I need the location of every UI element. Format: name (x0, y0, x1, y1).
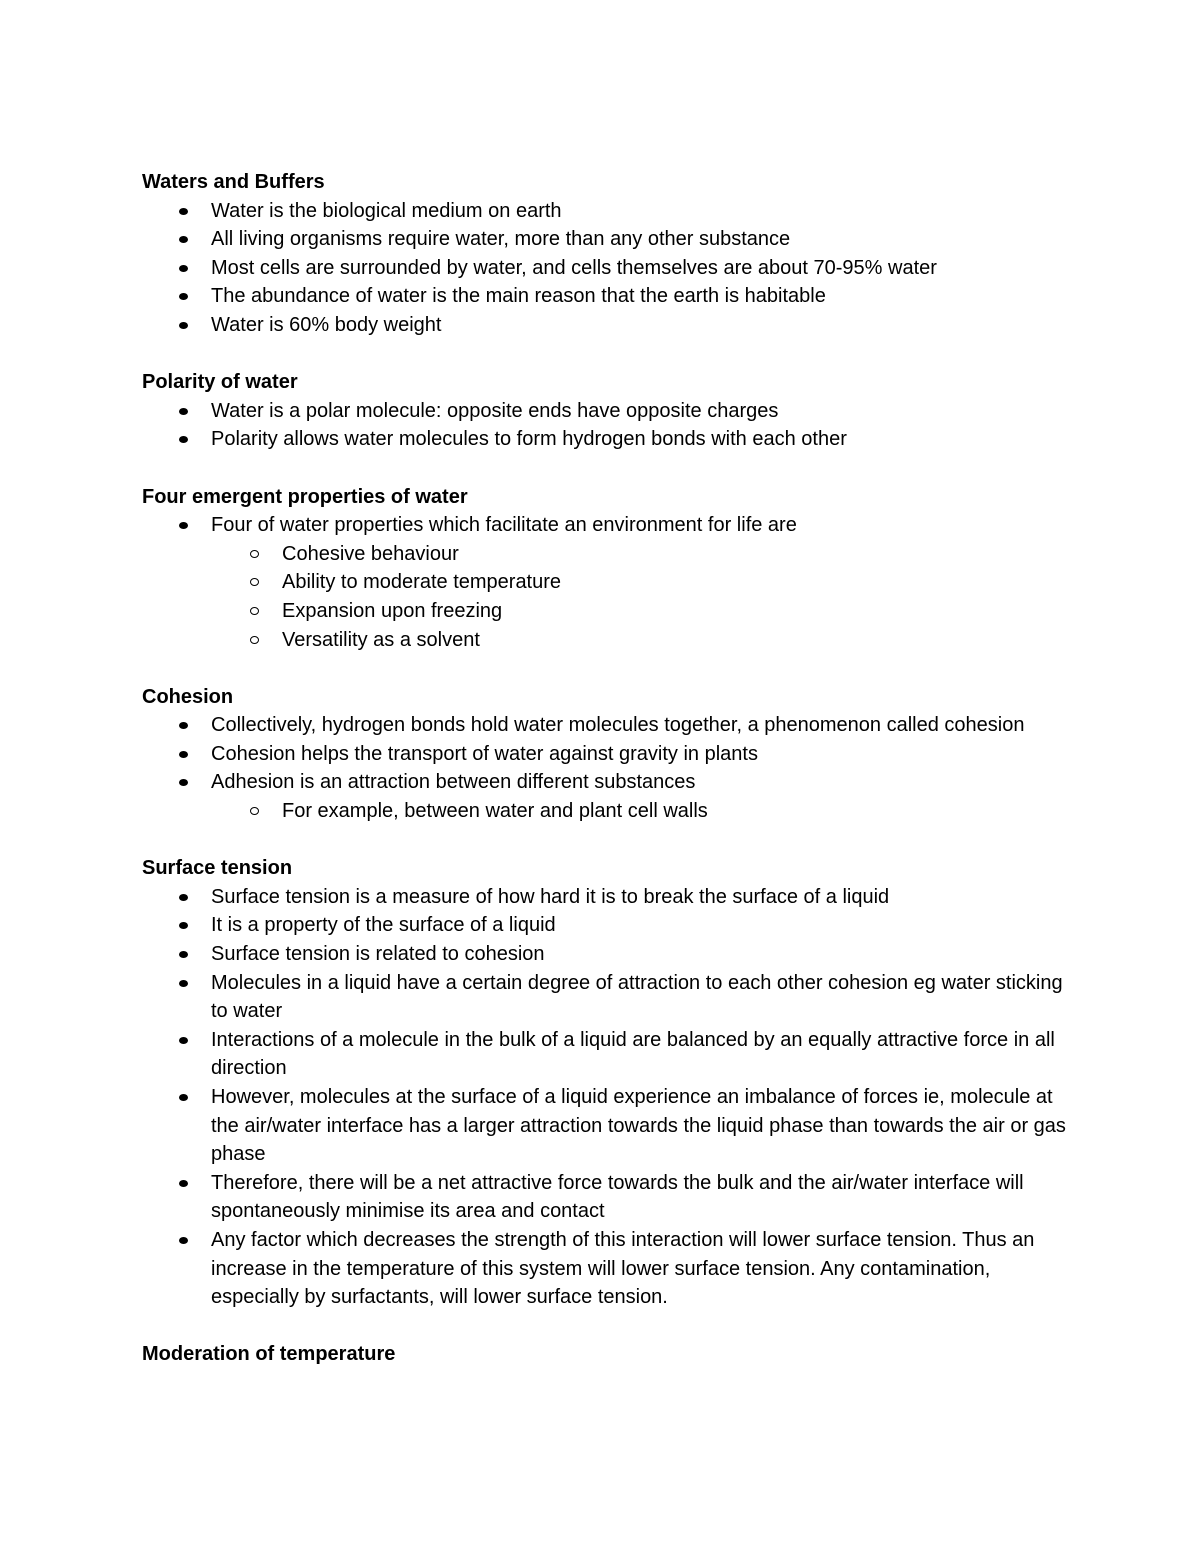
section-heading: Four emergent properties of water (142, 485, 468, 508)
bullet-list (142, 397, 1072, 454)
list-item: Most cells are surrounded by water, and cells themselves are about 70-95% water (142, 254, 1072, 283)
section (142, 368, 1072, 454)
sub-list-item: Expansion upon freezing (142, 597, 1072, 626)
section-heading: Cohesion (142, 685, 234, 708)
list-item: Cohesion helps the transport of water against gravity in plants (142, 740, 1072, 769)
sub-list-item: Ability to moderate temperature (142, 568, 1072, 597)
list-item: Surface tension is related to cohesion (142, 940, 1072, 969)
bullet-list (142, 711, 1072, 825)
sub-list-item: Versatility as a solvent (142, 626, 1072, 655)
section (142, 483, 1072, 655)
list-item: Four of water properties which facilitate an environment for life are (142, 511, 1072, 540)
list-item: Collectively, hydrogen bonds hold water molecules together, a phenomenon called cohesion (142, 711, 1072, 740)
section-heading: Moderation of temperature (142, 1343, 396, 1366)
section-heading: Surface tension (142, 857, 293, 880)
section (142, 854, 1072, 1312)
list-item: Any factor which decreases the strength of this interaction will lower surface tension. Thus an increase in the temperature of this system will lower surface tension. Any contamination, especially by surfactants, will lower surface tension. (142, 1226, 1072, 1312)
list-item: The abundance of water is the main reason that the earth is habitable (142, 282, 1072, 311)
list-item: However, molecules at the surface of a liquid experience an imbalance of forces ie, molecule at the air/water interface has a larger attraction towards the liquid phase than towards the air or gas phase (142, 1083, 1072, 1169)
document-page (142, 168, 1072, 1398)
section (142, 168, 1072, 340)
list-item: Water is a polar molecule: opposite ends have opposite charges (142, 397, 1072, 426)
bullet-list (142, 511, 1072, 654)
sub-list-item: For example, between water and plant cell walls (142, 797, 1072, 826)
section-heading: Polarity of water (142, 371, 298, 394)
sub-list-item: Cohesive behaviour (142, 540, 1072, 569)
list-item: Surface tension is a measure of how hard it is to break the surface of a liquid (142, 883, 1072, 912)
list-item: It is a property of the surface of a liquid (142, 911, 1072, 940)
section-heading: Waters and Buffers (142, 171, 325, 193)
list-item: Water is the biological medium on earth (142, 197, 1072, 226)
section (142, 683, 1072, 826)
section (142, 1340, 1072, 1369)
list-item: Polarity allows water molecules to form hydrogen bonds with each other (142, 425, 1072, 454)
list-item: Therefore, there will be a net attractive force towards the bulk and the air/water interface will spontaneously minimise its area and contact (142, 1169, 1072, 1226)
list-item: Molecules in a liquid have a certain degree of attraction to each other cohesion eg water sticking to water (142, 969, 1072, 1026)
bullet-list (142, 197, 1072, 340)
list-item: Interactions of a molecule in the bulk of a liquid are balanced by an equally attractive force in all direction (142, 1026, 1072, 1083)
list-item: Adhesion is an attraction between different substances (142, 768, 1072, 797)
list-item: All living organisms require water, more than any other substance (142, 225, 1072, 254)
bullet-list (142, 883, 1072, 1312)
list-item: Water is 60% body weight (142, 311, 1072, 340)
